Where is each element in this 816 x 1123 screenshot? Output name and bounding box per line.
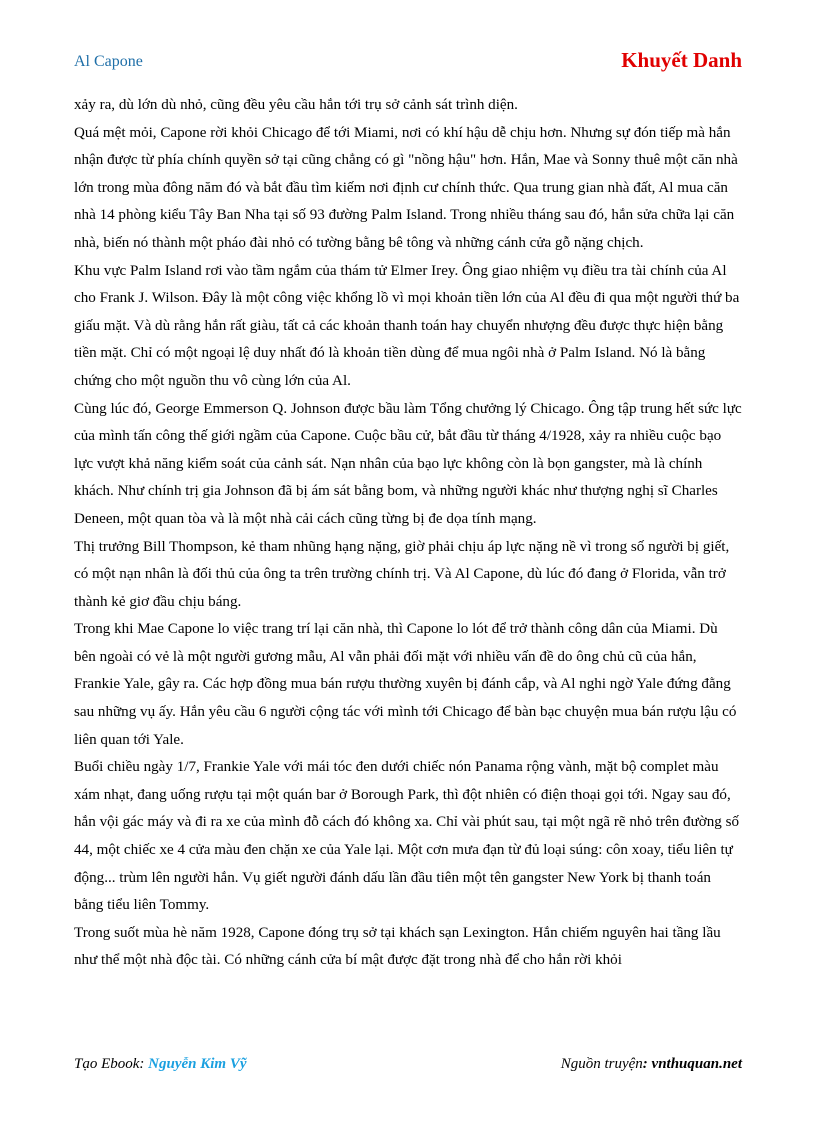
paragraph: Khu vực Palm Island rơi vào tầm ngắm của thám tử Elmer Irey. Ông giao nhiệm vụ điều tra tài chính của Al cho Frank J. Wilson. Đây là một công việc khổng lồ vì mọi khoản tiền lớn của Al đều đi qua một người thứ ba giấu mặt. Và dù rằng hắn rất giàu, tất cả các khoản thanh toán hay chuyển nhượng đều được thực hiện bằng tiền mặt. Chỉ có một ngoại lệ duy nhất đó là khoản tiền dùng để mua ngôi nhà ở Palm Island. Nó là bằng chứng cho một nguồn thu vô cùng lớn của Al.	[74, 262, 740, 389]
source-site: vnthuquan.net	[651, 1056, 742, 1072]
book-title: Al Capone	[74, 53, 143, 70]
paragraph: Quá mệt mỏi, Capone rời khỏi Chicago để tới Miami, nơi có khí hậu dễ chịu hơn. Nhưng sự đón tiếp mà hắn nhận được từ phía chính quyền sở tại cũng chẳng có gì "nồng hậu" hơn. Hắn, Mae và Sonny thuê một căn nhà lớn trong mùa đông năm đó và bắt đầu tìm kiếm nơi định cư chính thức. Qua trung gian nhà đất, Al mua căn nhà 14 phòng kiểu Tây Ban Nha tại số 93 đường Palm Island. Trong nhiều tháng sau đó, hắn sửa chữa lại căn nhà, biến nó thành một pháo đài nhỏ có tường bằng bê tông và những cánh cửa gỗ nặng chịch.	[74, 124, 738, 251]
source-label: Nguồn truyện	[560, 1056, 643, 1072]
page-footer	[74, 1056, 742, 1076]
page-body	[74, 92, 742, 975]
paragraph: Trong khi Mae Capone lo việc trang trí lại căn nhà, thì Capone lo lót để trở thành công dân của Miami. Dù bên ngoài có vẻ là một người gương mẫu, Al vẫn phải đối mặt với nhiều vấn đề do ông chủ cũ của hắn, Frankie Yale, gây ra. Các hợp đồng mua bán rượu thường xuyên bị đánh cắp, và Al nghi ngờ Yale đứng đằng sau những vụ ấy. Hắn yêu cầu 6 người cộng tác với mình tới Chicago để bàn bạc chuyện mua bán rượu lậu có liên quan tới Yale.	[74, 621, 737, 748]
paragraph: Thị trưởng Bill Thompson, kẻ tham nhũng hạng nặng, giờ phải chịu áp lực nặng nề vì trong số người bị giết, có một nạn nhân là đối thủ của ông ta trên trường chính trị. Và Al Capone, dù lúc đó đang ở Florida, vẫn trở thành kẻ giơ đầu chịu báng.	[74, 538, 730, 610]
paragraph: Trong suốt mùa hè năm 1928, Capone đóng trụ sở tại khách sạn Lexington. Hắn chiếm nguyên hai tầng lầu như thể một nhà độc tài. Có những cánh cửa bí mật được đặt trong nhà để cho hắn rời khỏi	[74, 924, 721, 969]
ebook-separator: :	[139, 1056, 149, 1072]
paragraph: Cùng lúc đó, George Emmerson Q. Johnson được bầu làm Tổng chưởng lý Chicago. Ông tập trung hết sức lực của mình tấn công thế giới ngầm của Capone. Cuộc bầu cử, bắt đầu từ tháng 4/1928, xảy ra nhiều cuộc bạo lực vượt khả năng kiểm soát của cảnh sát. Nạn nhân của bạo lực không còn là bọn gangster, mà là chính khách. Như chính trị gia Johnson đã bị ám sát bằng bom, và những người khác như thượng nghị sĩ Charles Deneen, một quan tòa và là một nhà cải cách cũng từng bị đe dọa tính mạng.	[74, 400, 742, 527]
page-header	[74, 48, 742, 76]
author-name: Khuyết Danh	[621, 48, 742, 72]
ebook-credit	[74, 1056, 247, 1073]
source-credit	[561, 1056, 742, 1073]
ebook-label: Tạo Ebook	[74, 1056, 140, 1072]
source-separator: :	[642, 1056, 652, 1072]
paragraph: Buổi chiều ngày 1/7, Frankie Yale với mái tóc đen dưới chiếc nón Panama rộng vành, mặt bộ complet màu xám nhạt, đang uống rượu tại một quán bar ở Borough Park, thì đột nhiên có điện thoại gọi tới. Ngay sau đó, hắn vội gác máy và đi ra xe của mình đỗ cách đó không xa. Chỉ vài phút sau, tại một ngã rẽ nhỏ trên đường số 44, một chiếc xe 4 cửa màu đen chặn xe của Yale lại. Một cơn mưa đạn từ đủ loại súng: côn xoay, tiểu liên tự động... trùm lên người hắn. Vụ giết người đánh dấu lần đầu tiên một tên gangster New York bị thanh toán bằng tiểu liên Tommy.	[74, 759, 740, 914]
ebook-creator: Nguyễn Kim Vỹ	[148, 1056, 247, 1072]
paragraph: xảy ra, dù lớn dù nhỏ, cũng đều yêu cầu hắn tới trụ sở cảnh sát trình diện.	[74, 97, 518, 113]
